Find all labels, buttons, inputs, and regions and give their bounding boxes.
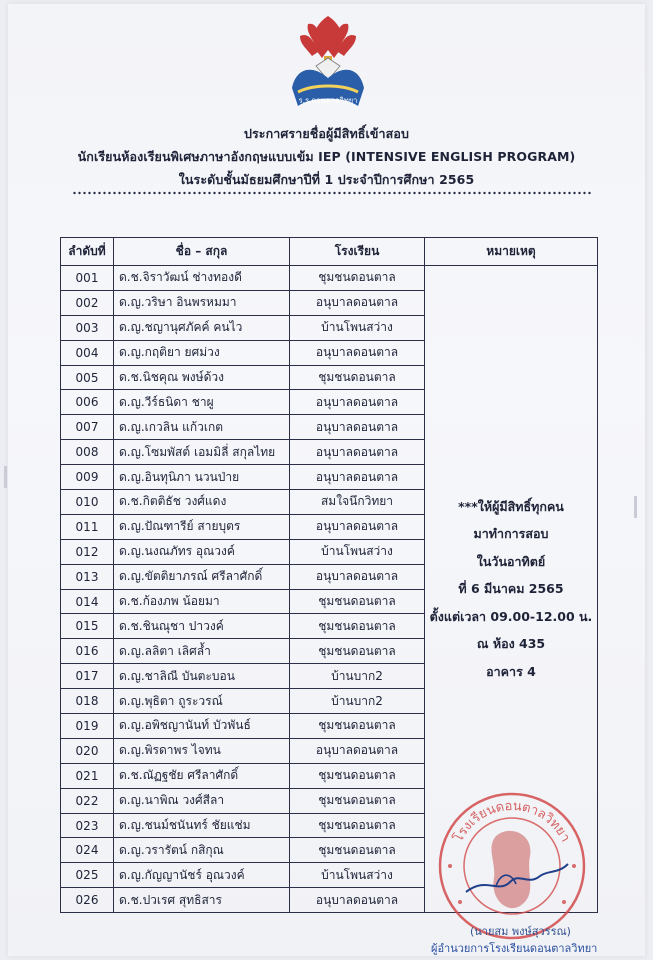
stamp-text: โรงเรียนดอนตาลวิทยา	[451, 798, 573, 845]
table-header-row	[61, 238, 598, 266]
program-title: นักเรียนห้องเรียนพิเศษภาษาอังกฤษแบบเข้ม IEP (INTENSIVE ENGLISH PROGRAM)	[77, 149, 576, 164]
row-number: 025	[61, 863, 114, 888]
student-name: ด.ช.จิราวัฒน์ ช่างทองดี	[114, 266, 290, 291]
school-name: อนุบาลดอนตาล	[290, 888, 425, 913]
remark-line: ที่ 6 มีนาคม 2565	[458, 581, 564, 597]
row-number: 004	[61, 340, 114, 365]
school-name: อนุบาลดอนตาล	[290, 514, 425, 539]
row-number: 023	[61, 813, 114, 838]
student-name: ด.ญ.นงณภัทร อุณวงค์	[114, 539, 290, 564]
row-number: 019	[61, 714, 114, 739]
signatory-name: (นายสม พงษ์สุวรรณ)	[470, 925, 571, 938]
header-school: โรงเรียน	[290, 238, 425, 266]
school-name: อนุบาลดอนตาล	[290, 564, 425, 589]
school-name: ชุมชนดอนตาล	[290, 788, 425, 813]
student-name: ด.ญ.กฤติยา ยศม่วง	[114, 340, 290, 365]
row-number: 017	[61, 664, 114, 689]
school-name: ชุมชนดอนตาล	[290, 714, 425, 739]
header-name: ชื่อ – สกุล	[114, 238, 290, 266]
school-name: อนุบาลดอนตาล	[290, 340, 425, 365]
school-name: ชุมชนดอนตาล	[290, 763, 425, 788]
row-number: 026	[61, 888, 114, 913]
school-name: ชุมชนดอนตาล	[290, 838, 425, 863]
student-name: ด.ญ.พุธิตา ถูระวรณ์	[114, 689, 290, 714]
remark-line: ในวันอาทิตย์	[476, 553, 546, 569]
student-name: ด.ช.ก้องภพ น้อยมา	[114, 589, 290, 614]
school-name: ชุมชนดอนตาล	[290, 365, 425, 390]
student-name: ด.ญ.วีร์ธนิดา ชาผู	[114, 390, 290, 415]
student-name: ด.ญ.โซมพัสต์ เอมมิลี่ สกุลไทย	[114, 440, 290, 465]
table-row	[61, 266, 598, 291]
row-number: 009	[61, 465, 114, 490]
row-number: 005	[61, 365, 114, 390]
student-name: ด.ญ.ขัตติยาภรณ์ ศรีลาศักดิ์	[114, 564, 290, 589]
student-name: ด.ญ.ชนม์ชนันทร์ ชัยแช่ม	[114, 813, 290, 838]
row-number: 020	[61, 738, 114, 763]
row-number: 008	[61, 440, 114, 465]
school-name: ชุมชนดอนตาล	[290, 266, 425, 291]
student-name: ด.ช.กิตติธัช วงศ์แดง	[114, 490, 290, 515]
school-name: บ้านโพนสว่าง	[290, 315, 425, 340]
student-name: ด.ญ.กัญญานัชร์ อุณวงค์	[114, 863, 290, 888]
row-number: 015	[61, 614, 114, 639]
student-name: ด.ช.นิชคุณ พงษ์ด้วง	[114, 365, 290, 390]
school-name: อนุบาลดอนตาล	[290, 290, 425, 315]
row-number: 011	[61, 514, 114, 539]
school-name: อนุบาลดอนตาล	[290, 390, 425, 415]
page-edge-mark	[634, 496, 637, 518]
header-no: ลำดับที่	[61, 238, 114, 266]
row-number: 007	[61, 415, 114, 440]
school-name: ชุมชนดอนตาล	[290, 614, 425, 639]
student-name: ด.ญ.พิรดาพร ไจทน	[114, 738, 290, 763]
row-number: 012	[61, 539, 114, 564]
remark-line: ***ให้ผู้มีสิทธิ์ทุกคน	[458, 498, 564, 514]
student-name: ด.ญ.เกวลิน แก้วเกต	[114, 415, 290, 440]
remark-line: อาคาร 4	[486, 663, 536, 679]
school-name: บ้านโพนสว่าง	[290, 863, 425, 888]
row-number: 001	[61, 266, 114, 291]
row-number: 024	[61, 838, 114, 863]
school-name: สมใจนึกวิทยา	[290, 490, 425, 515]
student-name: ด.ญ.อพิชญานันท์ บัวพันธ์	[114, 714, 290, 739]
school-name: ชุมชนดอนตาล	[290, 589, 425, 614]
student-name: ด.ญ.นาพิณ วงศ์สีลา	[114, 788, 290, 813]
school-name: อนุบาลดอนตาล	[290, 415, 425, 440]
school-name: อนุบาลดอนตาล	[290, 465, 425, 490]
student-name: ด.ญ.วรารัตน์ กสิกุณ	[114, 838, 290, 863]
remark-line: มาทำการสอบ	[473, 526, 549, 542]
school-name: ชุมชนดอนตาล	[290, 813, 425, 838]
school-emblem-icon	[286, 10, 370, 120]
school-name: ชุมชนดอนตาล	[290, 639, 425, 664]
school-name: บ้านบาก2	[290, 689, 425, 714]
row-number: 022	[61, 788, 114, 813]
emblem-text: ร.ร.ดอนตาลวิทยา	[298, 96, 358, 105]
row-number: 010	[61, 490, 114, 515]
student-name: ด.ช.ชินณุชา ปาวงค์	[114, 614, 290, 639]
student-name: ด.ญ.วริษา อินพรหมมา	[114, 290, 290, 315]
student-name: ด.ญ.ปัณฑารีย์ สายบุตร	[114, 514, 290, 539]
page-edge-mark	[4, 466, 7, 488]
student-name: ด.ช.ปวเรศ สุทธิสาร	[114, 888, 290, 913]
student-name: ด.ญ.ชาลิณี บันตะบอน	[114, 664, 290, 689]
row-number: 014	[61, 589, 114, 614]
announcement-title: ประกาศรายชื่อผู้มีสิทธิ์เข้าสอบ	[243, 126, 410, 141]
remark-line: ตั้งแต่เวลา 09.00-12.00 น.	[429, 608, 593, 624]
student-name: ด.ญ.อินทุนิภา นวนป่าย	[114, 465, 290, 490]
header-remark: หมายเหตุ	[425, 238, 598, 266]
row-number: 018	[61, 689, 114, 714]
row-number: 016	[61, 639, 114, 664]
row-number: 002	[61, 290, 114, 315]
student-name: ด.ช.ณัฏฐชัย ศรีลาศักดิ์	[114, 763, 290, 788]
grade-year-title: ในระดับชั้นมัธยมศึกษาปีที่ 1 ประจำปีการศึกษา 2565	[178, 172, 475, 187]
row-number: 013	[61, 564, 114, 589]
school-name: อนุบาลดอนตาล	[290, 738, 425, 763]
row-number: 021	[61, 763, 114, 788]
row-number: 003	[61, 315, 114, 340]
school-name: อนุบาลดอนตาล	[290, 440, 425, 465]
official-stamp-icon	[436, 790, 588, 942]
school-name: บ้านโพนสว่าง	[290, 539, 425, 564]
signatory-title: ผู้อำนวยการโรงเรียนดอนตาลวิทยา	[431, 942, 598, 955]
dotted-divider	[72, 190, 592, 196]
student-name: ด.ญ.ลลิตา เลิศล้ำ	[114, 639, 290, 664]
student-name: ด.ญ.ชญานุศภัคค์ คนไว	[114, 315, 290, 340]
remark-line: ณ ห้อง 435	[476, 636, 546, 652]
row-number: 006	[61, 390, 114, 415]
school-name: บ้านบาก2	[290, 664, 425, 689]
